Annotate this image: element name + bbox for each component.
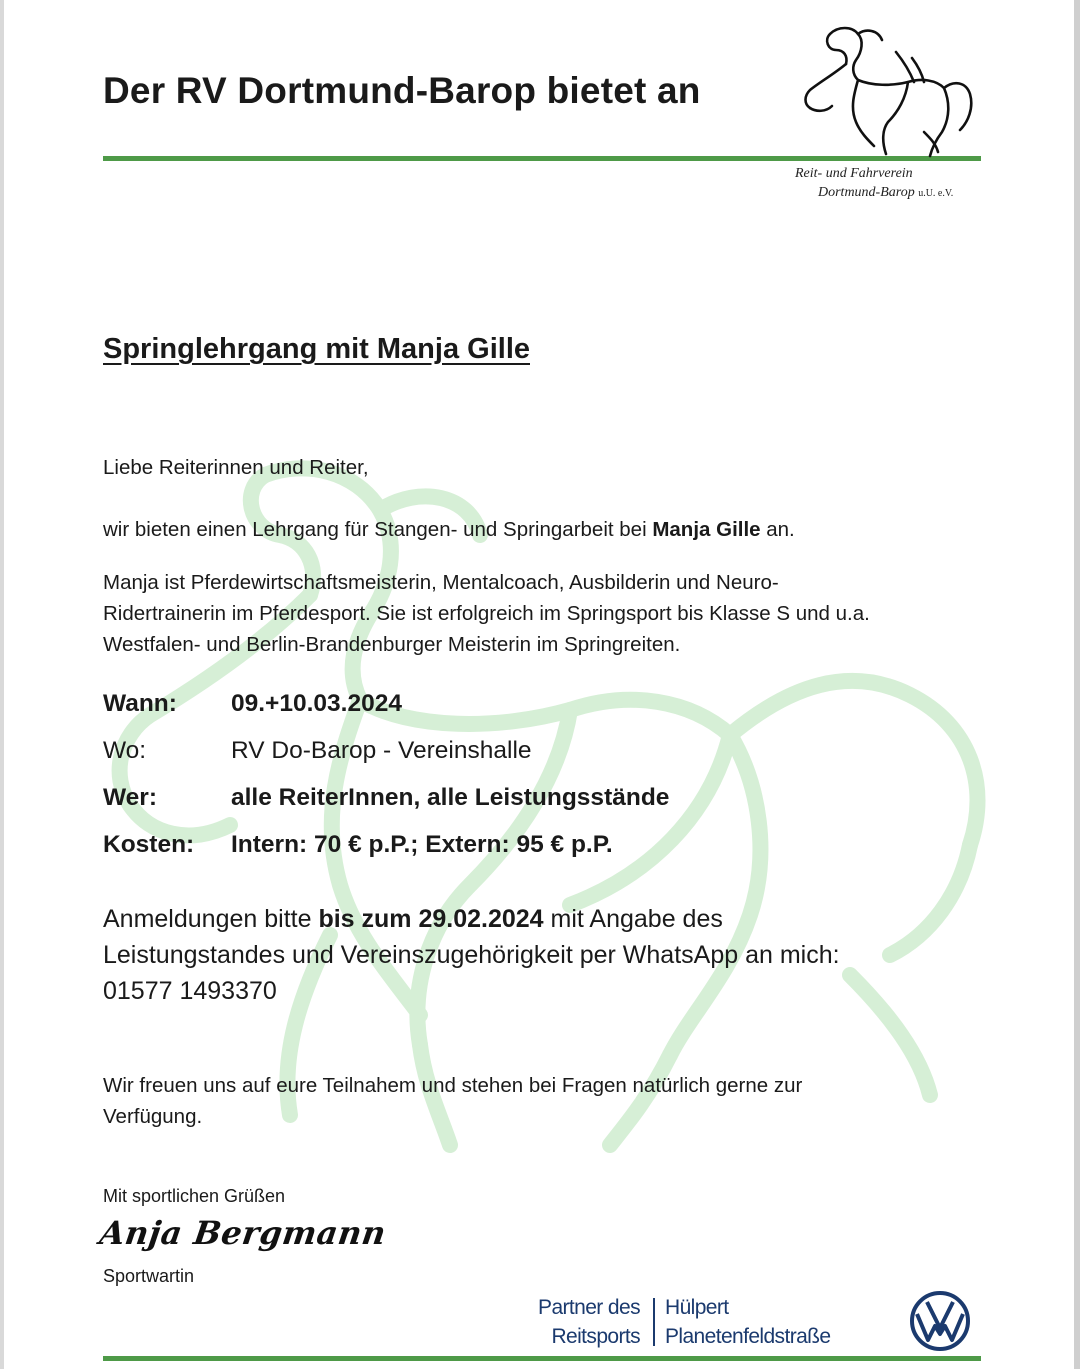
closing-line-1: Wir freuen uns auf eure Teilnahem und stehen bei Fragen natürlich gerne zur xyxy=(103,1074,803,1097)
registration-text: Anmeldungen bitte xyxy=(103,905,319,933)
trainer-bio xyxy=(103,567,1003,660)
detail-cost-value: Intern: 70 € p.P.; Extern: 95 € p.P. xyxy=(231,831,613,858)
detail-where-value: RV Do-Barop - Vereinshalle xyxy=(231,737,532,764)
intro-text: wir bieten einen Lehrgang für Stangen- und Springarbeit bei xyxy=(103,518,647,541)
header-title: Der RV Dortmund-Barop bietet an xyxy=(103,70,701,111)
dealer-line-2: Planetenfeldstraße xyxy=(665,1325,831,1348)
bio-line-2: Ridertrainerin im Pferdesport. Sie ist erfolgreich im Springsport bis Klasse S und u.a. xyxy=(103,602,870,625)
partner-line-1: Partner des xyxy=(538,1296,640,1319)
page-left-edge xyxy=(0,0,4,1369)
detail-cost-label: Kosten: xyxy=(103,831,195,858)
signer-role: Sportwartin xyxy=(103,1266,195,1286)
closing-line-2: Verfügung. xyxy=(103,1105,203,1128)
detail-where-label: Wo: xyxy=(103,737,147,764)
dealer-label xyxy=(665,1293,830,1351)
partner-label xyxy=(520,1293,640,1351)
letter-greeting: Liebe Reiterinnen und Reiter, xyxy=(103,456,369,479)
intro-text-end: an. xyxy=(760,518,795,541)
bio-line-1: Manja ist Pferdewirtschaftsmeisterin, Mentalcoach, Ausbilderin und Neuro- xyxy=(103,571,779,594)
page-right-edge xyxy=(1074,0,1080,1369)
bio-line-3: Westfalen- und Berlin-Brandenburger Meisterin im Springreiten. xyxy=(103,633,681,656)
detail-when-label: Wann: xyxy=(103,690,177,717)
closing-text xyxy=(103,1070,983,1132)
registration-phone: 01577 1493370 xyxy=(103,977,277,1005)
registration-text-end: mit Angabe des xyxy=(543,905,723,933)
partner-line-2: Reitsports xyxy=(551,1325,640,1348)
letter-intro xyxy=(103,514,795,545)
detail-who-value: alle ReiterInnen, alle Leistungsstände xyxy=(231,784,670,811)
footer-divider xyxy=(103,1356,981,1361)
club-name-city: Dortmund-Barop xyxy=(818,185,915,200)
club-name-line1: Reit- und Fahrverein xyxy=(795,166,913,181)
registration-line-1 xyxy=(103,901,840,937)
signature: Anja Bergmann xyxy=(97,1214,389,1252)
dealer-line-1: Hülpert xyxy=(665,1296,729,1319)
detail-who-label: Wer: xyxy=(103,784,158,811)
vw-logo-icon xyxy=(909,1290,971,1352)
partner-separator xyxy=(653,1298,655,1346)
course-title: Springlehrgang mit Manja Gille xyxy=(103,333,530,365)
registration-deadline: bis zum 29.02.2024 xyxy=(318,905,544,933)
intro-trainer-name: Manja Gille xyxy=(652,518,761,541)
rearing-horse-icon xyxy=(800,22,975,160)
club-name-line2 xyxy=(818,185,953,201)
detail-when-value: 09.+10.03.2024 xyxy=(231,690,402,717)
registration-info xyxy=(103,901,840,1009)
farewell: Mit sportlichen Grüßen xyxy=(103,1186,286,1206)
club-name-suffix: u.U. e.V. xyxy=(918,188,954,199)
registration-line-2: Leistungstandes und Vereinszugehörigkeit per WhatsApp an mich: xyxy=(103,941,840,969)
